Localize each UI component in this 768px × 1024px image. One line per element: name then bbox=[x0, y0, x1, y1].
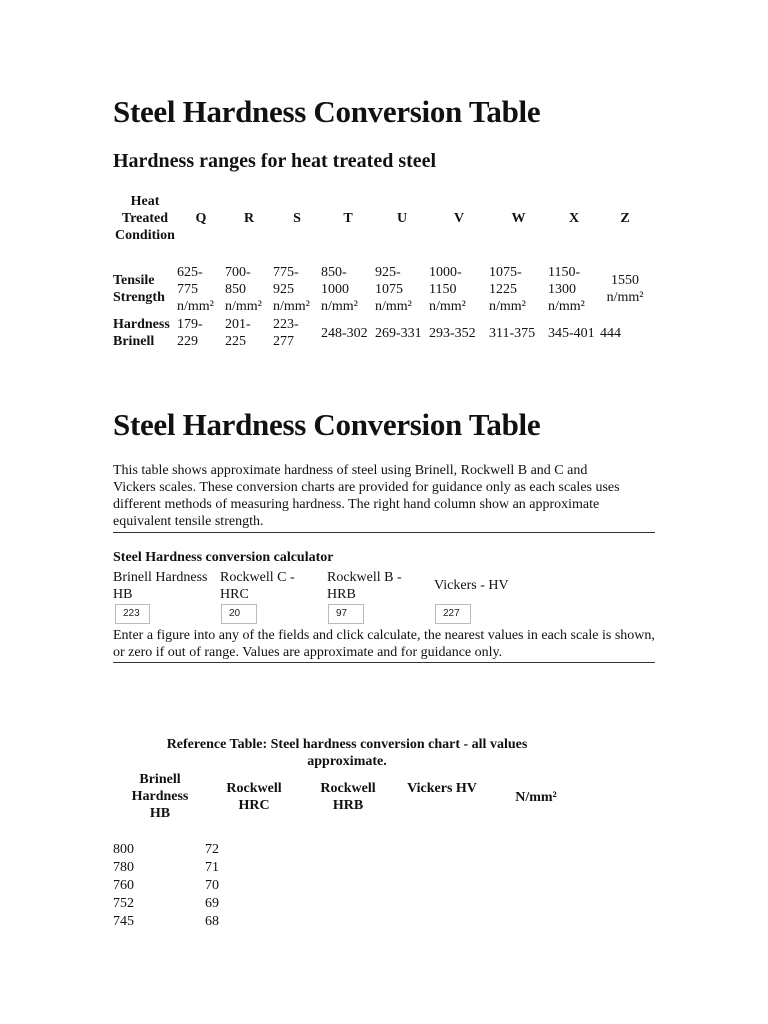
calculator-note: Enter a figure into any of the fields and click calculate, the nearest values in each scale is shown, or zero if out of range. Values are approximate and for guidance only. bbox=[113, 628, 655, 660]
page-subtitle: Hardness ranges for heat treated steel bbox=[113, 150, 437, 172]
table-cell: 1150- 1300 n/mm² bbox=[548, 264, 585, 314]
section-title: Steel Hardness Conversion Table bbox=[113, 407, 541, 442]
tensile-strength-row bbox=[113, 262, 650, 316]
table-cell: 925- 1075 n/mm² bbox=[375, 264, 412, 314]
rockwell-b-input[interactable]: 97 bbox=[328, 604, 364, 624]
vickers-label: Vickers - HV bbox=[434, 578, 509, 593]
table-row: 745 68 bbox=[113, 914, 219, 929]
hardness-brinell-row bbox=[113, 316, 650, 350]
table-cell: 201- 225 bbox=[225, 317, 251, 349]
table-cell: 248-302 bbox=[321, 325, 368, 341]
table-cell: 625- 775 n/mm² bbox=[177, 264, 214, 314]
grade-header: W bbox=[511, 210, 526, 226]
reference-rows bbox=[113, 841, 219, 931]
ref-header-nmm2: N/mm² bbox=[515, 790, 557, 805]
ref-header-brinell: Brinell Hardness HB bbox=[131, 772, 189, 821]
table-row: 752 69 bbox=[113, 896, 219, 911]
ref-header-hrc: Rockwell HRC bbox=[226, 781, 282, 813]
rockwell-c-label: Rockwell C - HRC bbox=[220, 570, 295, 602]
table-cell: 1550 n/mm² bbox=[606, 273, 644, 305]
divider bbox=[113, 532, 655, 533]
corner-header: Heat Treated Condition bbox=[115, 193, 175, 243]
grade-header: Z bbox=[620, 210, 630, 226]
table-cell: 850- 1000 n/mm² bbox=[321, 264, 358, 314]
grade-header: Q bbox=[195, 210, 207, 226]
table-row: 760 70 bbox=[113, 878, 219, 893]
table-cell: 1000- 1150 n/mm² bbox=[429, 264, 466, 314]
grade-header: T bbox=[343, 210, 353, 226]
table-cell: 1075- 1225 n/mm² bbox=[489, 264, 526, 314]
grade-header: V bbox=[453, 210, 465, 226]
rockwell-b-label: Rockwell B - HRB bbox=[327, 570, 402, 602]
grade-header: X bbox=[568, 210, 580, 226]
table-cell: 223- 277 bbox=[273, 317, 299, 349]
description-text: This table shows approximate hardness of steel using Brinell, Rockwell B and C and Vickers scales. These conversion charts are provided for guidance only as each scales uses different methods of measuring hardness. The right hand column show an approximate equivalent tensile strength. bbox=[113, 463, 620, 529]
divider bbox=[113, 662, 655, 663]
ref-header-hrb: Rockwell HRB bbox=[320, 781, 376, 813]
row-label: Tensile Strength bbox=[113, 273, 165, 305]
vickers-input[interactable]: 227 bbox=[435, 604, 471, 624]
table-cell: 444 bbox=[600, 325, 621, 341]
table-cell: 775- 925 n/mm² bbox=[273, 264, 310, 314]
brinell-label: Brinell Hardness HB bbox=[113, 570, 208, 602]
table-cell: 269-331 bbox=[375, 325, 422, 341]
grade-header: S bbox=[293, 210, 301, 226]
table-cell: 293-352 bbox=[429, 325, 476, 341]
table-cell: 311-375 bbox=[489, 325, 536, 341]
reference-title: Reference Table: Steel hardness conversion chart - all values approximate. bbox=[166, 737, 528, 769]
row-label: Hardness Brinell bbox=[113, 317, 170, 349]
hardness-ranges-table bbox=[113, 192, 650, 350]
table-cell: 345-401 bbox=[548, 325, 595, 341]
table-row: 780 71 bbox=[113, 860, 219, 875]
table-row: 800 72 bbox=[113, 842, 219, 857]
table-cell: 179- 229 bbox=[177, 317, 203, 349]
ranges-header-row bbox=[113, 192, 650, 244]
page-title: Steel Hardness Conversion Table bbox=[113, 94, 541, 129]
grade-header: U bbox=[396, 210, 408, 226]
ref-header-hv: Vickers HV bbox=[407, 781, 477, 796]
brinell-input[interactable]: 223 bbox=[115, 604, 150, 624]
grade-header: R bbox=[243, 210, 255, 226]
table-cell: 700- 850 n/mm² bbox=[225, 264, 262, 314]
calculator-title: Steel Hardness conversion calculator bbox=[113, 550, 334, 565]
rockwell-c-input[interactable]: 20 bbox=[221, 604, 257, 624]
